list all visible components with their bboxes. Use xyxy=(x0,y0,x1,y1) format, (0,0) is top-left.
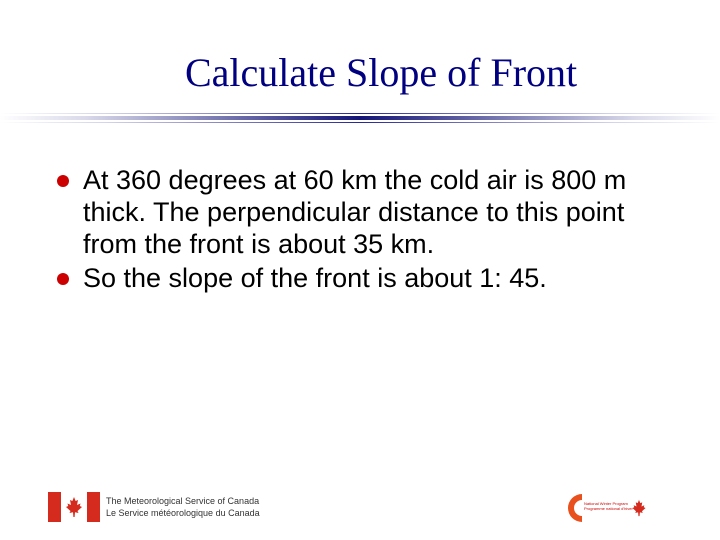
divider-line-top xyxy=(0,113,720,114)
slide-title: Calculate Slope of Front xyxy=(185,50,578,95)
bullet-list xyxy=(54,164,674,294)
bullet-item xyxy=(54,164,674,260)
bullet-text: At 360 degrees at 60 km the cold air is 800 m thick. The perpendicular distance to this point from the front is about 35 km. xyxy=(83,165,627,259)
program-name-english: National Winter Program xyxy=(584,501,628,506)
program-logo-icon xyxy=(566,492,586,524)
bullet-dot-icon xyxy=(57,273,69,285)
maple-leaf-icon xyxy=(630,499,648,517)
divider-line-bottom xyxy=(0,122,720,123)
bullet-dot-icon xyxy=(57,175,69,187)
bullet-text: So the slope of the front is about 1: 45. xyxy=(83,263,547,293)
divider-line-main xyxy=(0,116,720,120)
program-name-french: Programme national d'hiver xyxy=(584,506,633,511)
org-name-french: Le Service météorologique du Canada xyxy=(106,508,260,518)
org-name-english: The Meteorological Service of Canada xyxy=(106,496,260,506)
org-name xyxy=(106,495,306,519)
footer-program-logo xyxy=(566,492,656,524)
canada-flag-icon xyxy=(48,492,100,522)
title-divider xyxy=(0,113,720,123)
bullet-item xyxy=(54,262,674,294)
